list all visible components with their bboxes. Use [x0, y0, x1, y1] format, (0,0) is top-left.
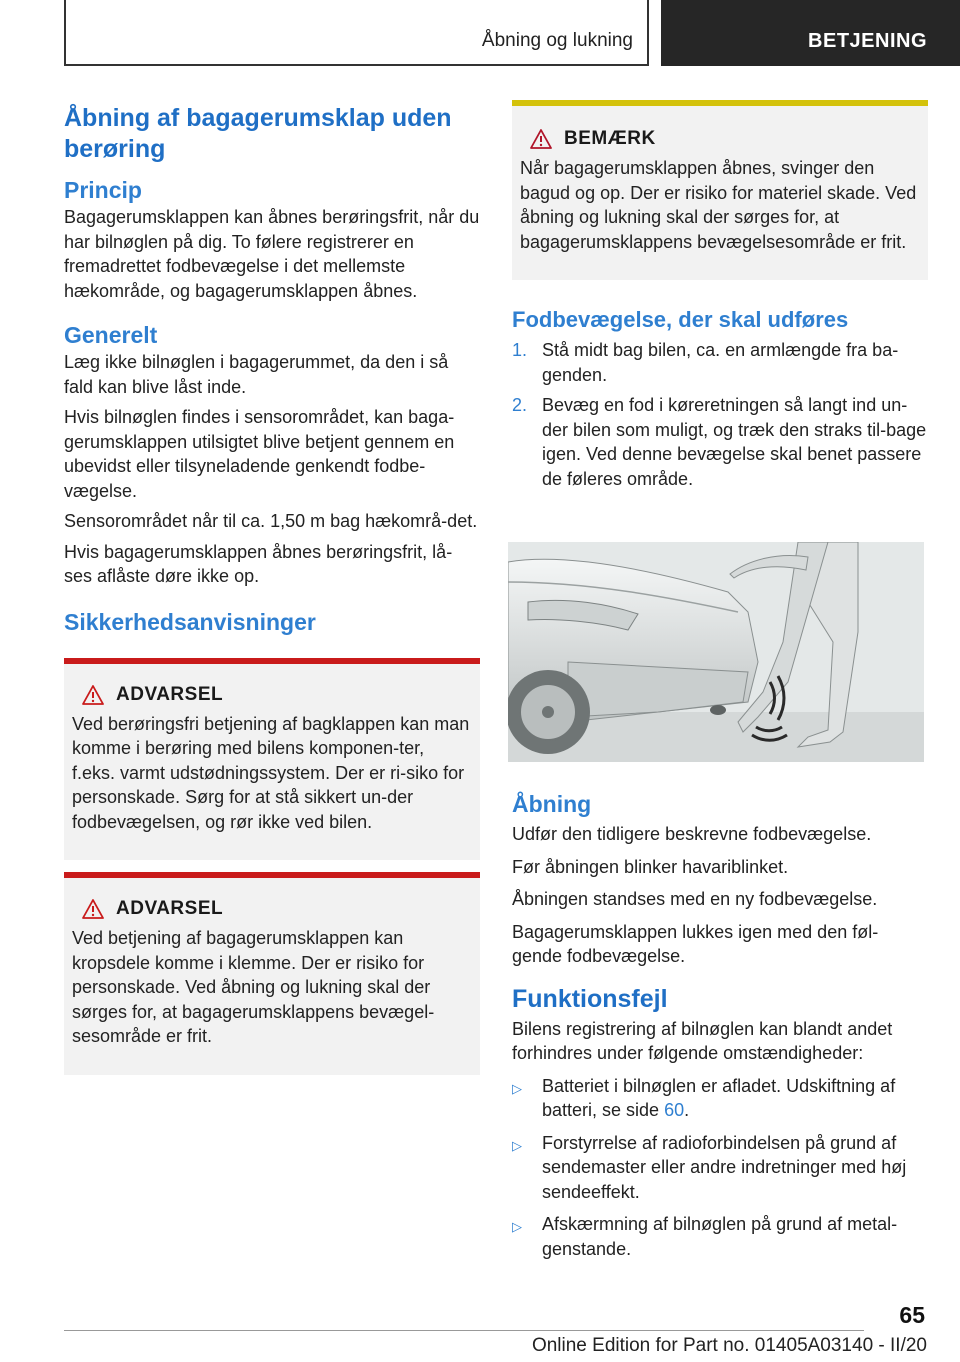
- step-item: [512, 338, 928, 387]
- page-title-line2: berøring: [64, 135, 166, 163]
- notice-title: [530, 128, 920, 150]
- warning-box-2: [64, 872, 480, 1075]
- fodbevaegelse-heading: Fodbevægelse, der skal udføres: [512, 307, 849, 332]
- warning-box-1: [64, 658, 480, 861]
- notice-text: Når bagagerumsklappen åbnes, svinger den bagud og op. Der er risiko for materiel skade. Ved åbning og lukning skal der sørges for, at bagagerumsklappens bevægelsesområde er frit.: [520, 158, 917, 252]
- list-item-text: [542, 1074, 928, 1123]
- generelt-paragraph-1: Læg ikke bilnøglen i bagagerummet, da den i så fald kan blive låst inde.: [64, 352, 449, 397]
- warning-title-2: [82, 898, 472, 920]
- warning-triangle-icon: [82, 685, 104, 705]
- header-chapter-title: BETJENING: [808, 30, 927, 52]
- aabning-paragraph-3: Åbningen standses med en ny fodbevægelse.: [512, 889, 878, 909]
- page-reference-link[interactable]: 60: [664, 1100, 685, 1120]
- footer-edition: Online Edition for Part no. 01405A03140 - II/20: [531, 1335, 927, 1356]
- sikkerhed-heading: Sikkerhedsanvisninger: [64, 608, 316, 635]
- page-title-line1: Åbning af bagagerumsklap uden: [64, 104, 452, 132]
- header-chapter-tab: [661, 0, 960, 66]
- page-title: [64, 103, 480, 165]
- steps-list: [512, 338, 928, 491]
- header-section-box: [64, 0, 649, 66]
- page-header: [0, 0, 960, 66]
- fault-list: [512, 1074, 928, 1262]
- list-item: [512, 1212, 928, 1261]
- aabning-paragraph-1: Udfør den tidligere beskrevne fodbevægelse.: [512, 824, 872, 844]
- step-text: Stå midt bag bilen, ca. en armlængde fra ba-genden.: [542, 340, 899, 385]
- triangle-bullet-icon: ▷: [512, 1137, 522, 1153]
- triangle-bullet-icon: ▷: [512, 1080, 522, 1096]
- aabning-heading: Åbning: [512, 791, 592, 817]
- funktionsfejl-heading: Funktionsfejl: [512, 984, 668, 1013]
- warning-title-1: [82, 684, 472, 706]
- right-column: [512, 100, 928, 497]
- right-column-lower: [512, 790, 928, 1267]
- generelt-heading: Generelt: [64, 322, 158, 348]
- aabning-paragraph-2: Før åbningen blinker havariblinket.: [512, 856, 789, 877]
- car-rear-drawing: [508, 542, 924, 762]
- notice-triangle-icon: [530, 129, 552, 149]
- list-item-text: Forstyrrelse af radioforbindelsen på grund af sendemaster eller andre indretninger med høj sendeeffekt.: [542, 1132, 907, 1202]
- princip-text: Bagagerumsklappen kan åbnes berøringsfrit, når du har bilnøglen på dig. To følere registrerer en fremadrettet fodbevægelse i det mellemste hækområde, og bagagerumsklappen åbnes.: [64, 207, 480, 301]
- warning-text-1: Ved berøringsfri betjening af bagklappen kan man komme i berøring med bilens komponen-ter, f.eks. varmt udstødningssystem. Der er ri-siko for personskade. Sørg for at stå sikkert un-der fodbevægelsen, og rør ikke ved bilen.: [72, 713, 470, 832]
- generelt-paragraph-4: Hvis bagagerumsklappen åbnes berøringsfrit, lå-ses aflåste døre ikke op.: [64, 541, 453, 586]
- list-item-text-end: .: [684, 1100, 690, 1120]
- notice-box: [512, 100, 928, 280]
- header-section-title: Åbning og lukning: [481, 30, 633, 51]
- warning-label-1: ADVARSEL: [116, 683, 224, 705]
- generelt-paragraph-3: Sensorområdet når til ca. 1,50 m bag hækområ-det.: [64, 511, 478, 531]
- car-foot-sensor-illustration: [508, 542, 924, 762]
- princip-heading: Princip: [64, 177, 142, 203]
- left-column: [64, 100, 480, 1075]
- list-item-text-body: Batteriet i bilnøglen er afladet. Udskiftning af batteri, se side: [542, 1075, 896, 1120]
- page-number: 65: [899, 1302, 925, 1328]
- warning-triangle-icon: [82, 899, 104, 919]
- step-item: [512, 393, 928, 491]
- step-number: 1.: [512, 340, 528, 360]
- list-item: [512, 1131, 928, 1205]
- warning-text-2: Ved betjening af bagagerumsklappen kan kropsdele komme i klemme. Der er risiko for personskade. Ved åbning og lukning skal der sørges for, at bagagerumsklappens bevægel-sesområde er frit.: [72, 928, 435, 1046]
- step-text: Bevæg en fod i køreretningen så langt ind un-der bilen som muligt, og træk den straks til-bage igen. Ved denne bevægelse skal benet passere de føleres område.: [542, 395, 927, 489]
- triangle-bullet-icon: ▷: [512, 1219, 522, 1234]
- list-item: [512, 1074, 928, 1123]
- footer-divider: [64, 1330, 864, 1331]
- warning-label-2: ADVARSEL: [116, 898, 224, 919]
- aabning-paragraph-4: Bagagerumsklappen lukkes igen med den føl-gende fodbevægelse.: [512, 921, 879, 966]
- step-number: 2.: [512, 395, 528, 415]
- generelt-paragraph-2: Hvis bilnøglen findes i sensorområdet, kan baga-gerumsklappen utilsigtet blive betjent gennem en ubevidst eller tilsyneladende genkendt fodbe-vægelse.: [64, 407, 455, 501]
- list-item-text: Afskærmning af bilnøglen på grund af metal-genstande.: [542, 1214, 898, 1259]
- notice-label: BEMÆRK: [564, 128, 656, 149]
- funktionsfejl-intro: Bilens registrering af bilnøglen kan blandt andet forhindres under følgende omstændigheder:: [512, 1018, 893, 1063]
